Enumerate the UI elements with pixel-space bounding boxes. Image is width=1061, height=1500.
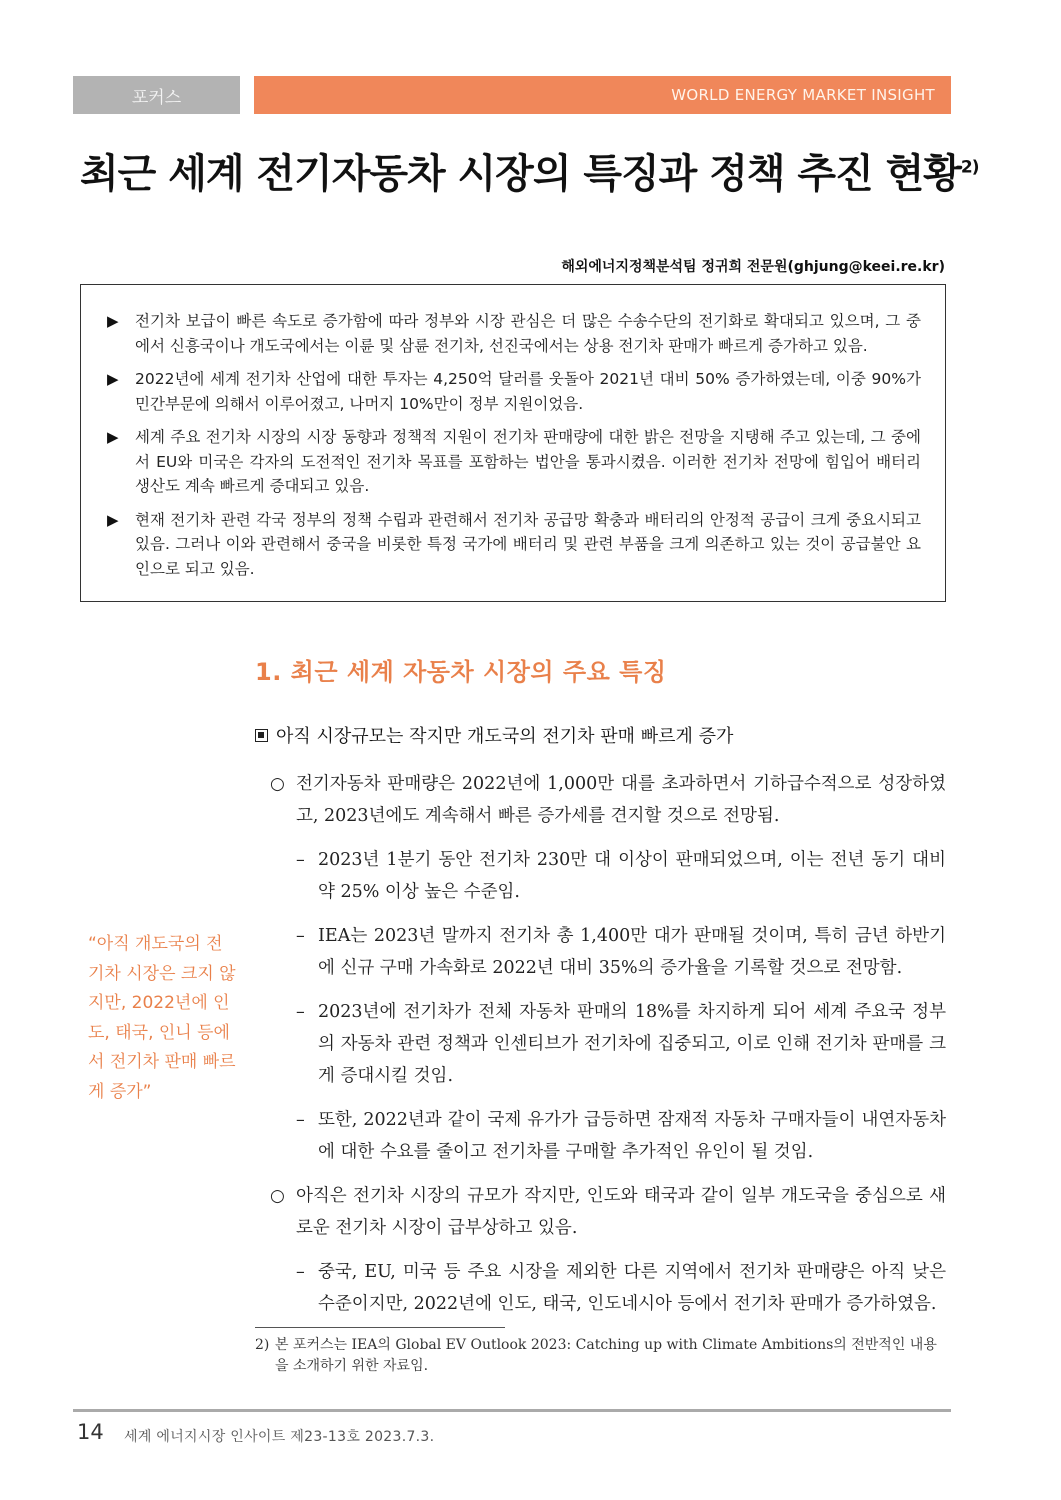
summary-item xyxy=(107,309,921,358)
publication-banner: WORLD ENERGY MARKET INSIGHT xyxy=(254,76,951,114)
footnote-text: 본 포커스는 IEA의 Global EV Outlook 2023: Catching up with Climate Ambitions의 전반적인 내용을 소개하기 위한 자료임. xyxy=(275,1337,937,1374)
footnote-divider xyxy=(255,1327,505,1328)
pull-quote: “아직 개도국의 전기차 시장은 크지 않지만, 2022년에 인도, 태국, 인니 등에서 전기차 판매 빠르게 증가” xyxy=(88,934,236,1102)
dash-text: 중국, EU, 미국 등 주요 시장을 제외한 다른 지역에서 전기차 판매량은 아직 낮은 수준이지만, 2022년에 인도, 태국, 인도네시아 등에서 전기차 판매가 증가하였음. xyxy=(318,1262,946,1314)
dash-bullet-icon: – xyxy=(296,926,305,946)
dash-item xyxy=(296,1256,946,1320)
summary-text: 세계 주요 전기차 시장의 시장 동향과 정책적 지원이 전기차 판매량에 대한 밝은 전망을 지탱해 주고 있는데, 그 중에서 EU와 미국은 각자의 도전적인 전기차 목표를 포함하는 법안을 통과시켰음. 이러한 전기차 전망에 힘입어 배터리 생산도 계속 빠르게 증대되고 있음. xyxy=(135,428,921,495)
body-text xyxy=(270,768,946,1332)
summary-text: 2022년에 세계 전기차 산업에 대한 투자는 4,250억 달러를 웃돌아 2021년 대비 50% 증가하였는데, 이중 90%가 민간부문에 의해서 이루어졌고, 나머지 10%만이 정부 지원이었음. xyxy=(135,370,921,413)
circle-bullet-icon: ○ xyxy=(270,774,285,794)
footer-divider xyxy=(73,1409,951,1412)
dash-text: 2023년에 전기차가 전체 자동차 판매의 18%를 차지하게 되어 세계 주요국 정부의 자동차 관련 정책과 인센티브가 전기차에 집중되고, 이로 인해 전기차 판매를 크게 증대시킬 것임. xyxy=(318,1002,946,1086)
dash-text: 2023년 1분기 동안 전기차 230만 대 이상이 판매되었으며, 이는 전년 동기 대비 약 25% 이상 높은 수준임. xyxy=(318,850,946,902)
dash-bullet-icon: – xyxy=(296,1110,305,1130)
paragraph xyxy=(270,768,946,832)
summary-text: 전기차 보급이 빠른 속도로 증가함에 따라 정부와 시장 관심은 더 많은 수송수단의 전기화로 확대되고 있으며, 그 중에서 신흥국이나 개도국에서는 이륜 및 삼륜 전기차, 선진국에서는 상용 전기차 판매가 빠르게 증가하고 있음. xyxy=(135,312,921,355)
summary-item xyxy=(107,508,921,582)
triangle-bullet-icon: ▶ xyxy=(107,428,119,446)
summary-box xyxy=(80,284,946,602)
footnote xyxy=(255,1335,947,1377)
page-number: 14 xyxy=(77,1420,104,1444)
section-label: 포커스 xyxy=(73,76,240,114)
triangle-bullet-icon: ▶ xyxy=(107,370,119,388)
dash-item xyxy=(296,1104,946,1168)
article-title xyxy=(80,142,979,199)
dash-item xyxy=(296,996,946,1092)
article-title-text: 최근 세계 전기자동차 시장의 특징과 정책 추진 현황 xyxy=(80,151,961,197)
square-bullet-icon xyxy=(255,729,268,742)
circle-bullet-icon: ○ xyxy=(270,1186,285,1206)
dash-bullet-icon: – xyxy=(296,850,305,870)
subheading-text: 아직 시장규모는 작지만 개도국의 전기차 판매 빠르게 증가 xyxy=(276,726,734,747)
dash-item xyxy=(296,920,946,984)
section-title: 1. 최근 세계 자동차 시장의 주요 특징 xyxy=(255,658,667,686)
triangle-bullet-icon: ▶ xyxy=(107,312,119,330)
triangle-bullet-icon: ▶ xyxy=(107,510,119,529)
dash-text: IEA는 2023년 말까지 전기차 총 1,400만 대가 판매될 것이며, 특히 금년 하반기에 신규 구매 가속화로 2022년 대비 35%의 증가율을 기록할 것으로 전망함. xyxy=(318,926,946,978)
paragraph-text: 아직은 전기차 시장의 규모가 작지만, 인도와 태국과 같이 일부 개도국을 중심으로 새로운 전기차 시장이 급부상하고 있음. xyxy=(296,1186,946,1238)
paragraph xyxy=(270,1180,946,1244)
issue-info: 세계 에너지시장 인사이트 제23-13호 2023.7.3. xyxy=(124,1429,435,1445)
summary-item xyxy=(107,425,921,499)
footnote-number: 2) xyxy=(255,1337,270,1353)
dash-text: 또한, 2022년과 같이 국제 유가가 급등하면 잠재적 자동차 구매자들이 내연자동차에 대한 수요를 줄이고 전기차를 구매할 추가적인 유인이 될 것임. xyxy=(318,1110,946,1162)
dash-bullet-icon: – xyxy=(296,1262,305,1282)
subheading xyxy=(255,722,733,748)
summary-text: 현재 전기차 관련 각국 정부의 정책 수립과 관련해서 전기차 공급망 확충과 배터리의 안정적 공급이 크게 중요시되고 있음. 그러나 이와 관련해서 중국을 비롯한 특정 국가에 배터리 및 관련 부품을 크게 의존하고 있는 것이 공급불안 요인으로 되고 있음. xyxy=(135,510,921,578)
summary-item xyxy=(107,367,921,416)
paragraph-text: 전기자동차 판매량은 2022년에 1,000만 대를 초과하면서 기하급수적으로 성장하였고, 2023년에도 계속해서 빠른 증가세를 견지할 것으로 전망됨. xyxy=(296,774,946,826)
author-line: 해외에너지정책분석팀 정귀희 전문원(ghjung@keei.re.kr) xyxy=(561,259,945,275)
dash-item xyxy=(296,844,946,908)
title-footnote-ref: 2) xyxy=(960,157,979,178)
dash-bullet-icon: – xyxy=(296,1002,305,1022)
